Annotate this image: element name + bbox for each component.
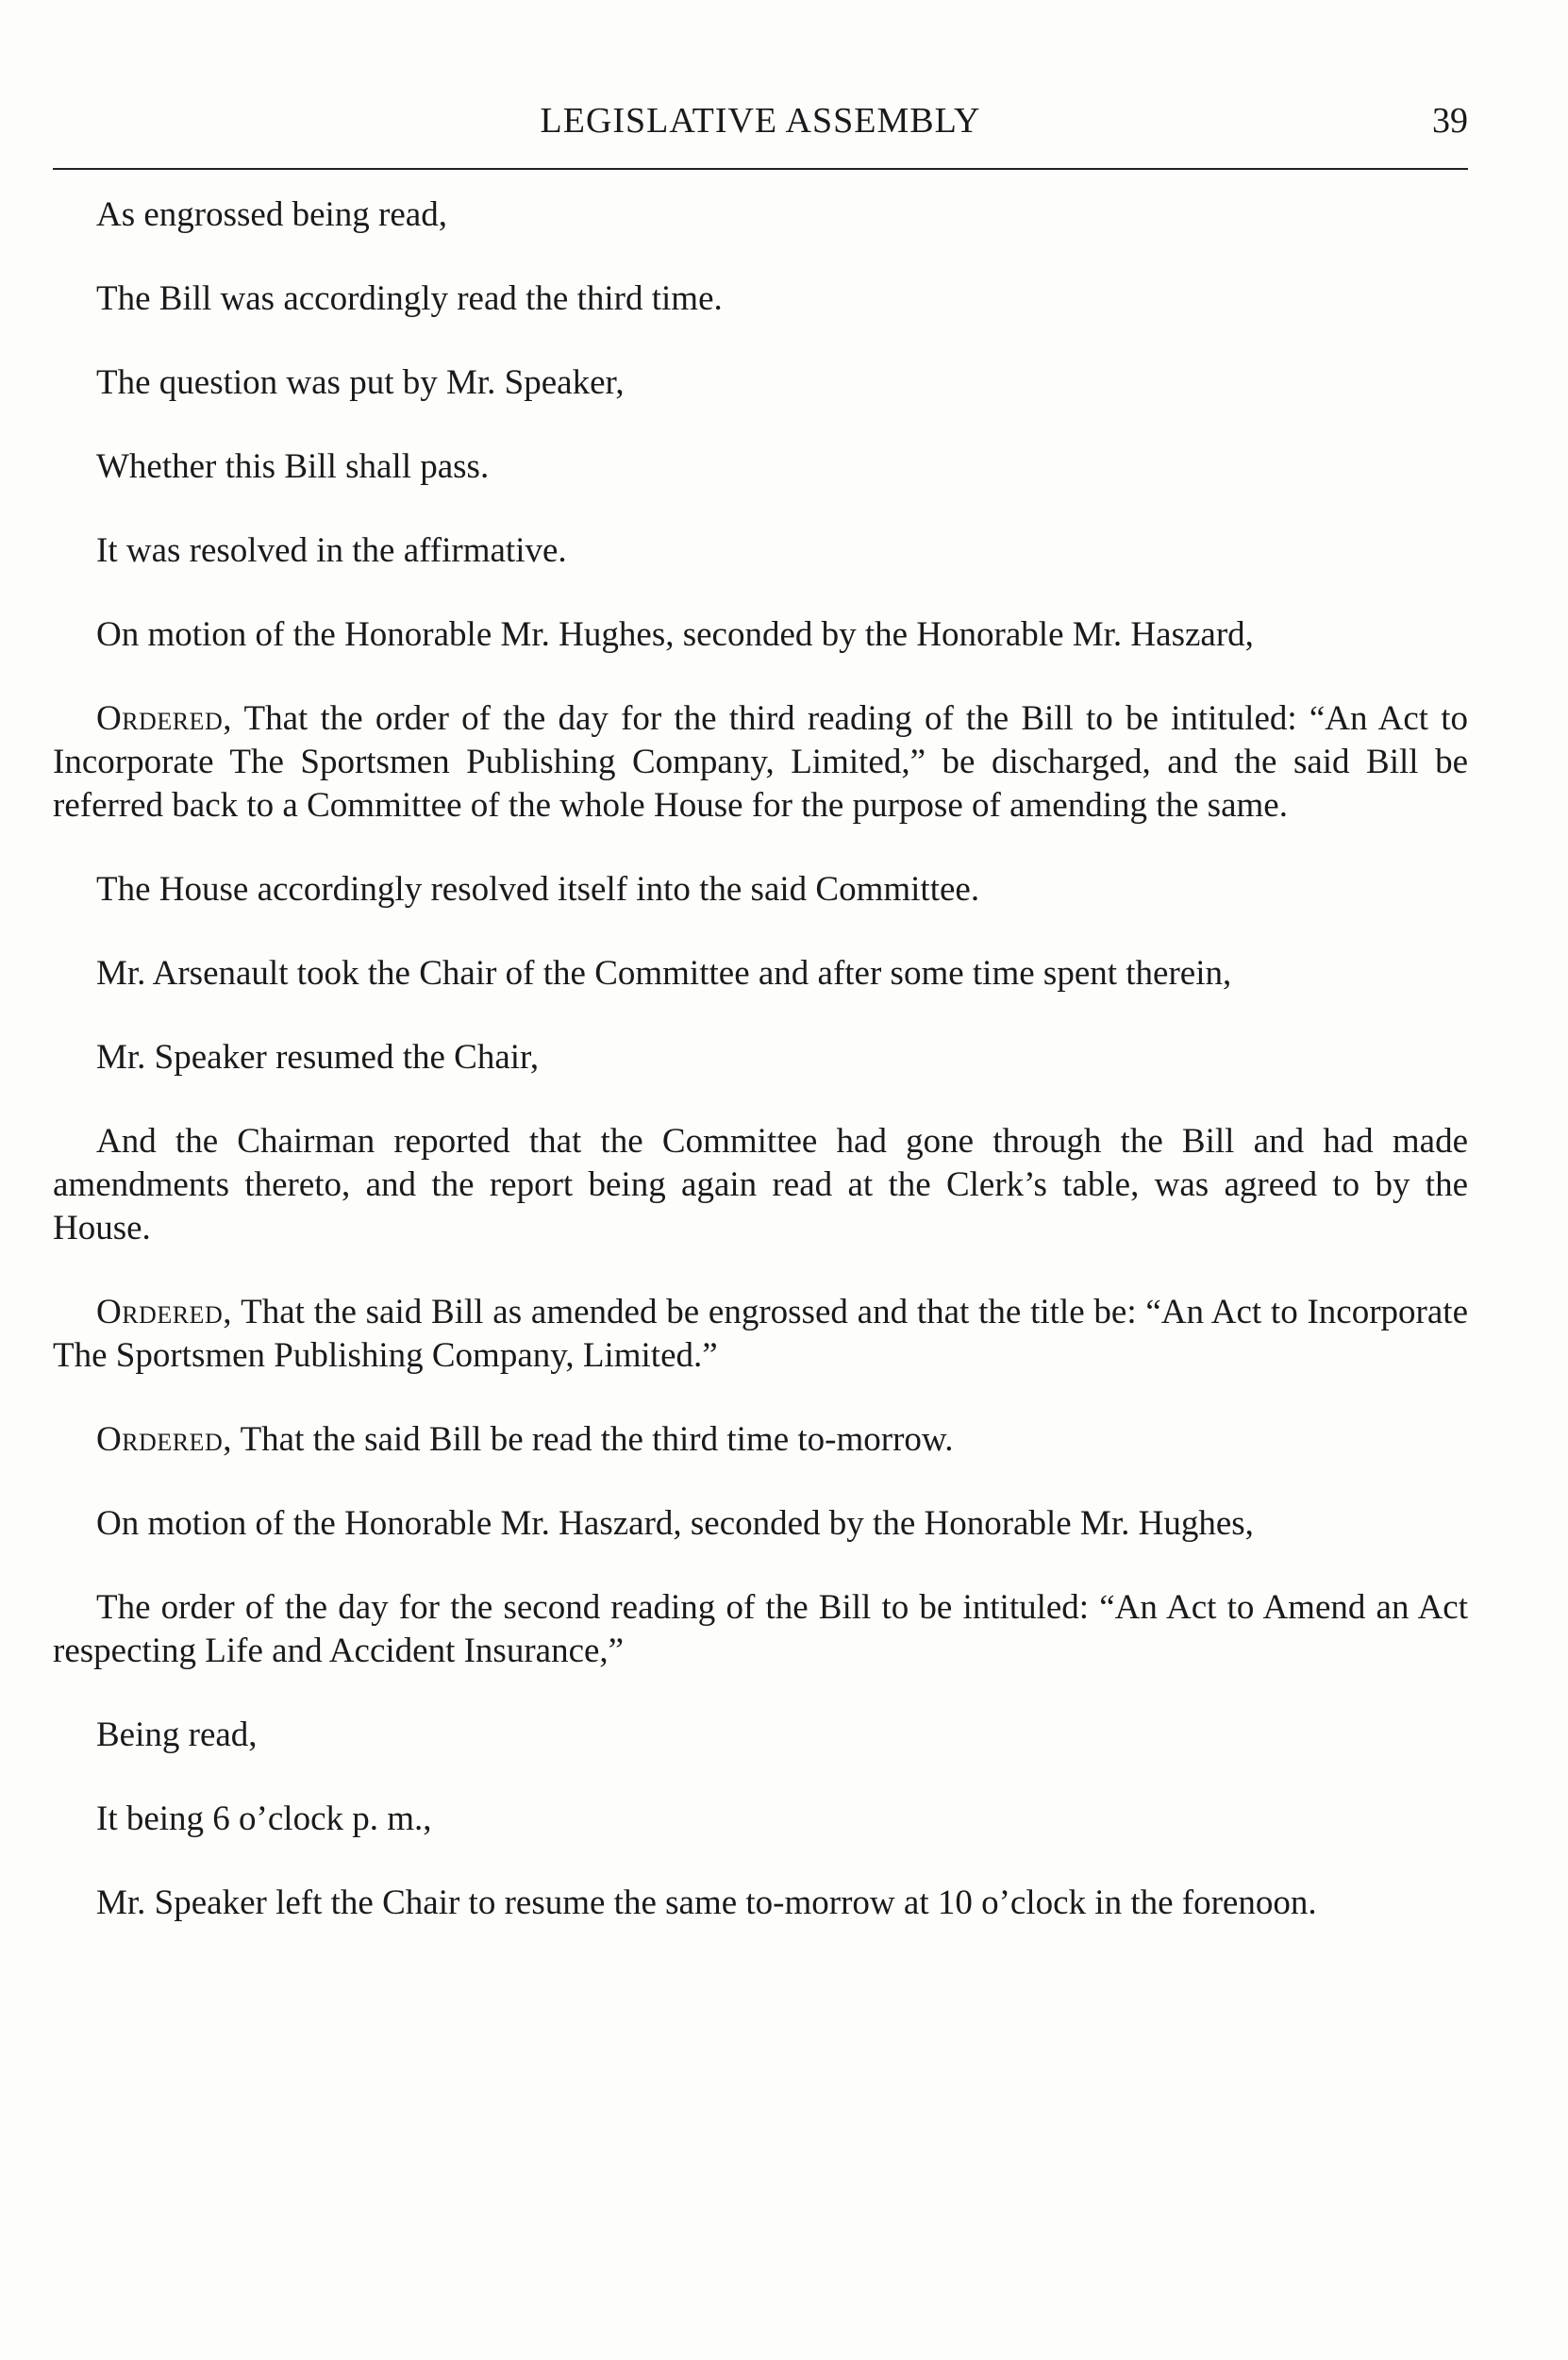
ordered-lead: Ordered, [96,699,232,738]
paragraph-6 [53,613,1468,657]
ordered-lead: Ordered, [96,1293,232,1331]
paragraph-text: Mr. Arsenault took the Chair of the Committee and after some time spent therein, [96,954,1232,993]
paragraph-15 [53,1586,1468,1673]
paragraph-text: On motion of the Honorable Mr. Hughes, seconded by the Honorable Mr. Haszard, [96,615,1254,654]
paragraph-10 [53,1036,1468,1080]
paragraph-text: That the said Bill be read the third time to-morrow. [231,1420,954,1459]
paragraph-2 [53,277,1468,321]
paragraph-text: As engrossed being read, [96,195,447,234]
paragraph-text: Mr. Speaker resumed the Chair, [96,1038,540,1077]
page-header [53,92,1468,149]
paragraph-12 [53,1291,1468,1378]
paragraph-text: The House accordingly resolved itself into the said Committee. [96,870,980,909]
paragraph-16 [53,1714,1468,1757]
paragraph-text: That the said Bill as amended be engrossed and that the title be: “An Act to Incorporate The Sportsmen Publishing Company, Limited.” [53,1293,1468,1375]
paragraph-text: Being read, [96,1716,258,1754]
paragraph-5 [53,529,1468,573]
paragraph-1 [53,193,1468,237]
paragraph-14 [53,1502,1468,1546]
paragraph-text: It being 6 o’clock p. m., [96,1799,432,1838]
paragraph-13 [53,1418,1468,1462]
paragraph-17 [53,1798,1468,1841]
body-text [53,193,1468,1966]
paragraph-text: The Bill was accordingly read the third time. [96,279,723,318]
paragraph-4 [53,445,1468,489]
page-number: 39 [1432,101,1468,141]
paragraph-3 [53,361,1468,405]
running-title: LEGISLATIVE ASSEMBLY [540,101,981,141]
paragraph-9 [53,952,1468,996]
paragraph-text: It was resolved in the affirmative. [96,531,567,570]
paragraph-7 [53,697,1468,828]
paragraph-11 [53,1120,1468,1250]
paragraph-text: Mr. Speaker left the Chair to resume the same to-morrow at 10 o’clock in the forenoon. [96,1883,1317,1922]
paragraph-text: On motion of the Honorable Mr. Haszard, seconded by the Honorable Mr. Hughes, [96,1504,1254,1543]
paragraph-text: That the order of the day for the third reading of the Bill to be intituled: “An Act to Incorporate The Sportsmen Publishing Company, Limited,” be discharged, and the said Bill be referred back to a Committee of the whole House for the purpose of amending the same. [53,699,1468,825]
paragraph-text: The question was put by Mr. Speaker, [96,363,625,402]
header-rule [53,168,1468,170]
paragraph-8 [53,868,1468,912]
paragraph-text: Whether this Bill shall pass. [96,447,490,486]
paragraph-18 [53,1882,1468,1925]
paragraph-text: And the Chairman reported that the Committee had gone through the Bill and had made amendments thereto, and the report being again read at the Clerk’s table, was agreed to by the House. [53,1122,1468,1247]
ordered-lead: Ordered, [96,1420,232,1459]
paragraph-text: The order of the day for the second reading of the Bill to be intituled: “An Act to Amend an Act respecting Life and Accident Insurance,” [53,1588,1468,1670]
